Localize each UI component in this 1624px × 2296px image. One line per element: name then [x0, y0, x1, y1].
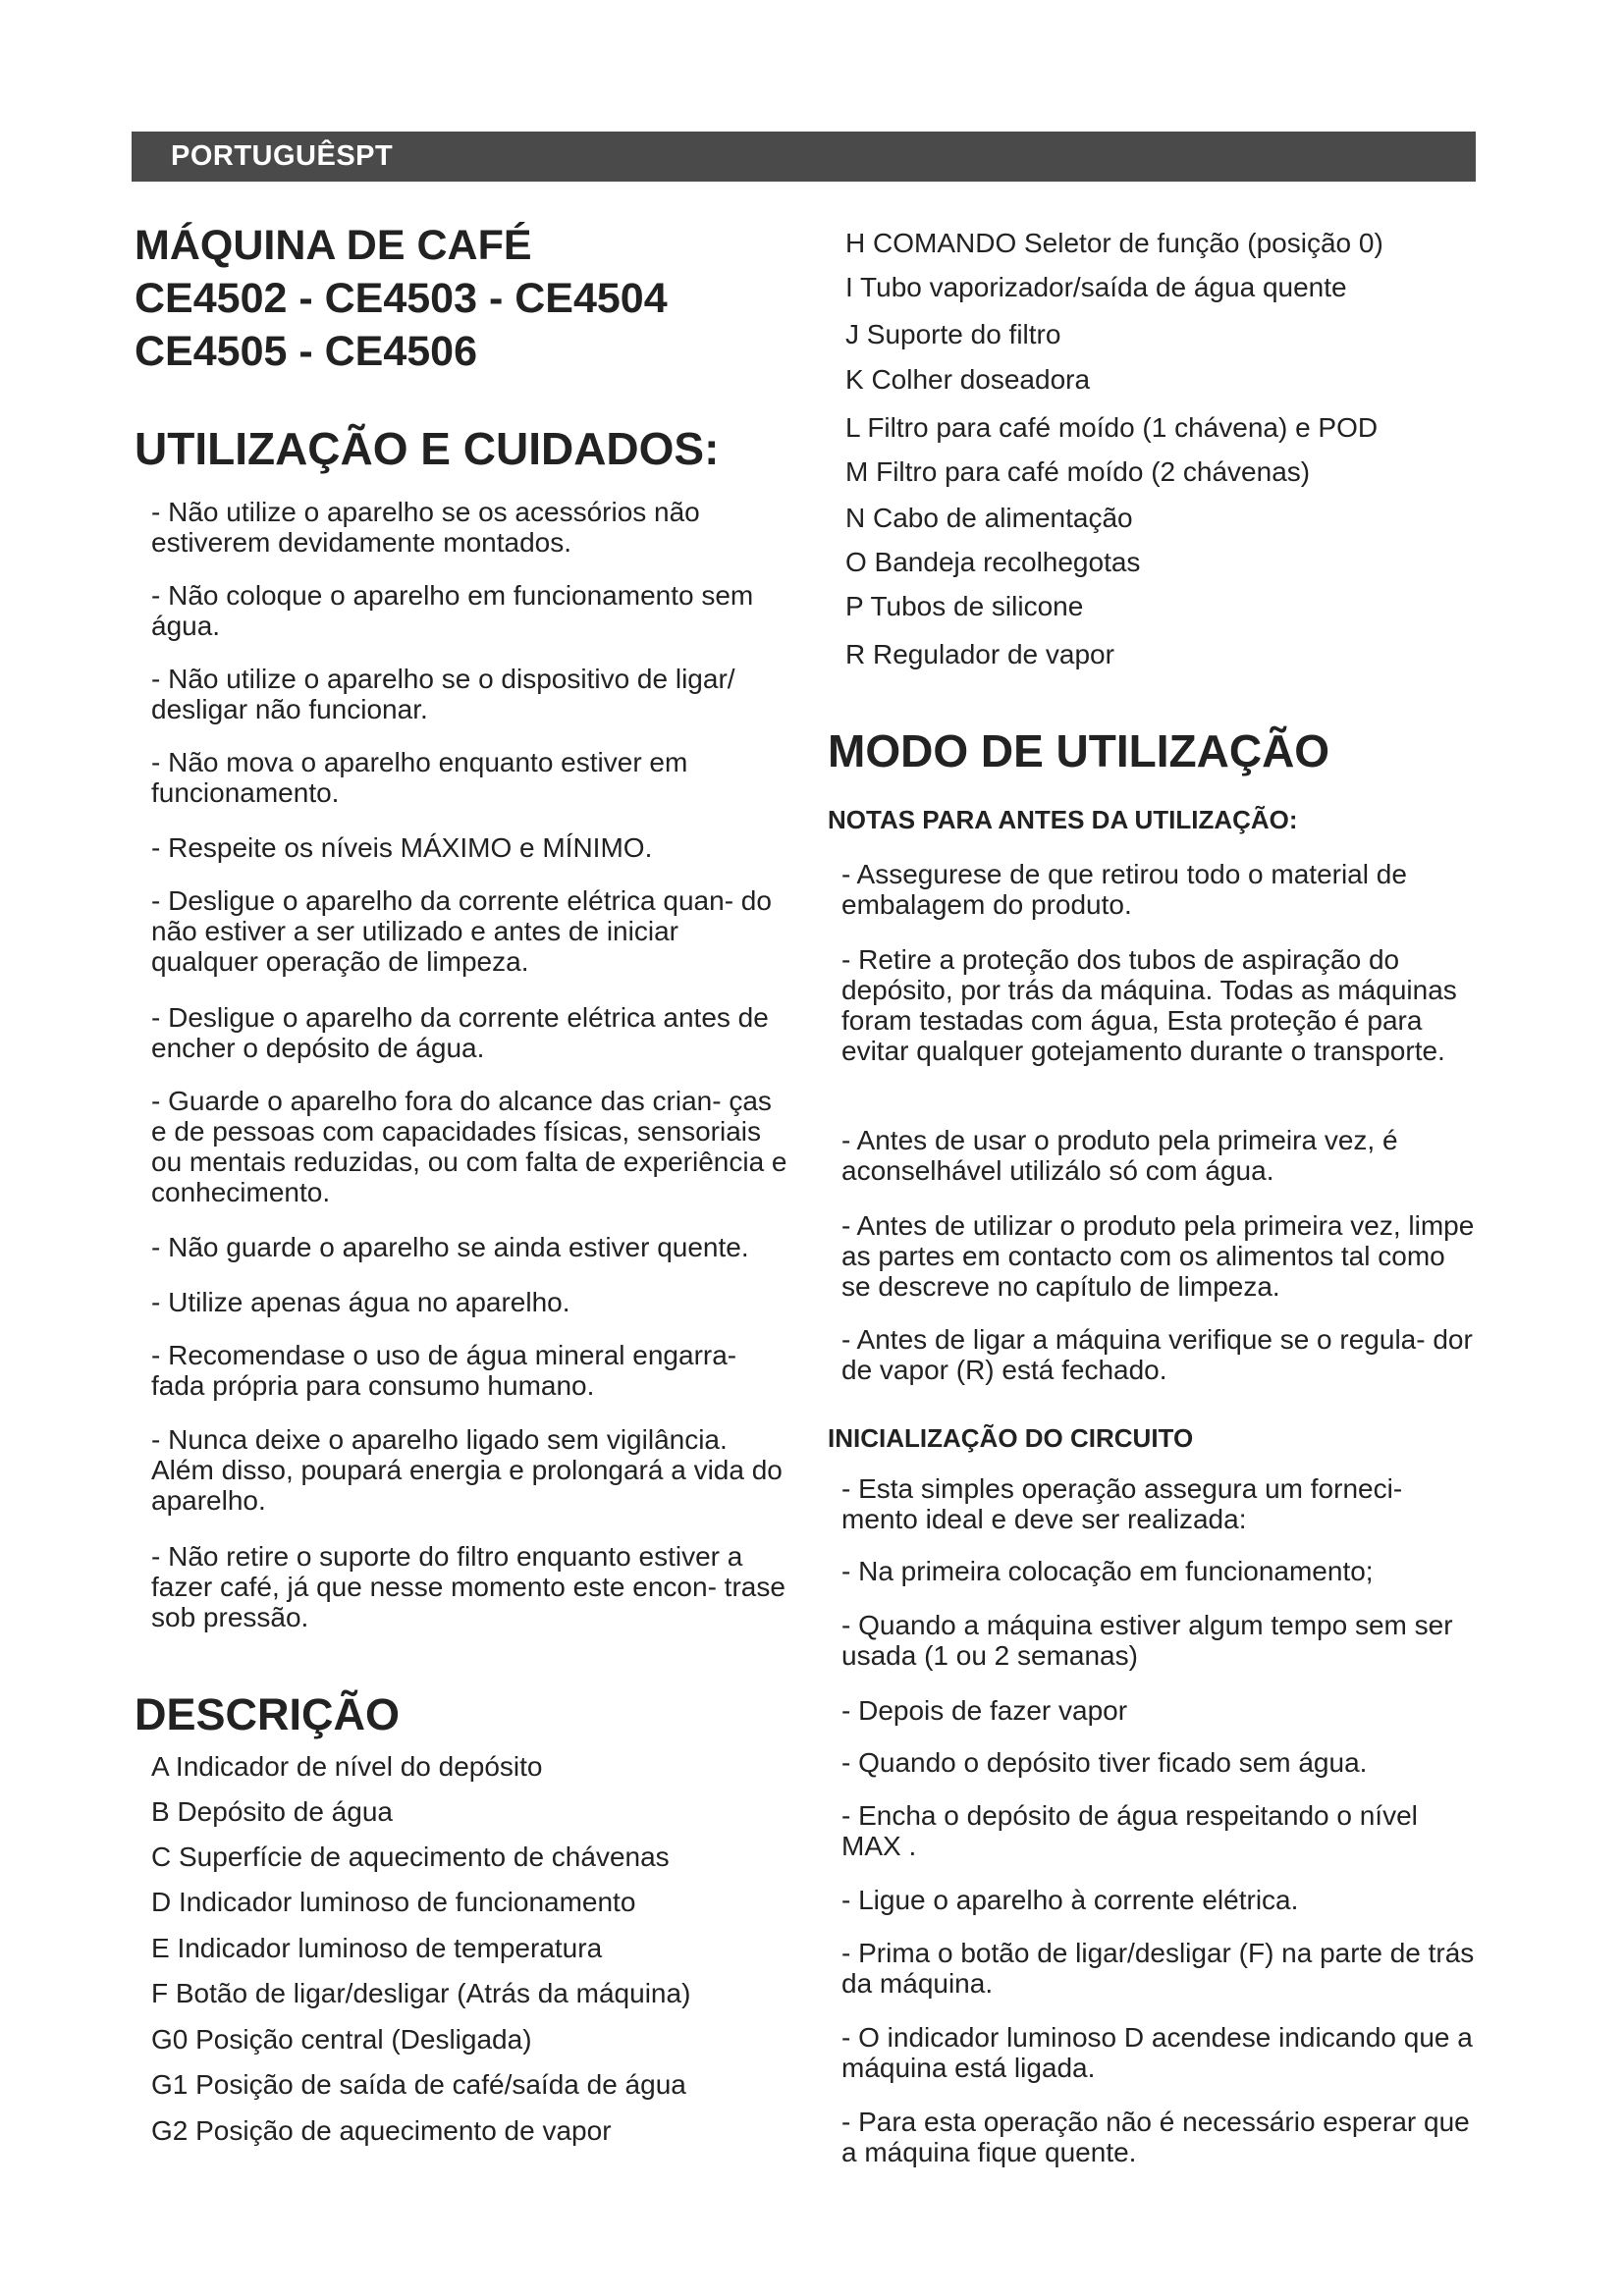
note-item: - Antes de ligar a máquina verifique se o regula- dor de vapor (R) está fechado. — [841, 1324, 1473, 1385]
description-item: F Botão de ligar/desligar (Atrás da máquina) — [151, 1978, 691, 2008]
care-item: - Recomendase o uso de água mineral engarra- fada própria para consumo humano. — [151, 1340, 737, 1401]
description-item: J Suporte do filtro — [845, 319, 1061, 349]
init-item: - Prima o botão de ligar/desligar (F) na parte de trás da máquina. — [841, 1938, 1475, 1999]
care-item: - Respeite os níveis MÁXIMO e MÍNIMO. — [151, 832, 653, 863]
init-heading: INICIALIZAÇÃO DO CIRCUITO — [828, 1423, 1194, 1453]
care-item: - Desligue o aparelho da corrente elétrica antes de encher o depósito de água. — [151, 1002, 769, 1063]
description-item: B Depósito de água — [151, 1796, 393, 1827]
description-item: M Filtro para café moído (2 chávenas) — [845, 456, 1311, 487]
care-item: - Não coloque o aparelho em funcionamento sem água. — [151, 580, 754, 641]
description-item: G0 Posição central (Desligada) — [151, 2024, 532, 2055]
product-title-line-2: CE4502 - CE4503 - CE4504 — [135, 275, 668, 322]
init-item: - O indicador luminoso D acendese indicando que a máquina está ligada. — [841, 2022, 1473, 2083]
description-item: E Indicador luminoso de temperatura — [151, 1933, 603, 1963]
language-label: PORTUGUÊSPT — [171, 140, 394, 172]
language-header-bar — [132, 132, 1476, 182]
note-item: - Retire a proteção dos tubos de aspiração do depósito, por trás da máquina. Todas as máquinas foram testadas com água, Esta proteção é para evitar qualquer gotejamento durante o transporte. — [841, 944, 1457, 1066]
description-item: D Indicador luminoso de funcionamento — [151, 1887, 636, 1917]
description-item: K Colher doseadora — [845, 364, 1091, 395]
care-item: - Utilize apenas água no aparelho. — [151, 1287, 570, 1317]
care-item: - Desligue o aparelho da corrente elétrica quan- do não estiver a ser utilizado e antes de iniciar qualquer operação de limpeza. — [151, 885, 772, 977]
description-item: P Tubos de silicone — [845, 591, 1084, 621]
description-heading: DESCRIÇÃO — [135, 1689, 401, 1739]
init-item: - Esta simples operação assegura um forneci- mento ideal e deve ser realizada: — [841, 1473, 1403, 1534]
care-item: - Não mova o aparelho enquanto estiver em funcionamento. — [151, 747, 688, 808]
care-item: - Nunca deixe o aparelho ligado sem vigilância. Além disso, poupará energia e prolongará a vida do aparelho. — [151, 1424, 783, 1516]
notes-heading: NOTAS PARA ANTES DA UTILIZAÇÃO: — [828, 805, 1298, 834]
care-item: - Não guarde o aparelho se ainda estiver quente. — [151, 1232, 749, 1262]
note-item: - Antes de utilizar o produto pela primeira vez, limpe as partes em contacto com os alimentos tal como se descreve no capítulo de limpeza. — [841, 1210, 1475, 1302]
product-title-line-1: MÁQUINA DE CAFÉ — [135, 222, 532, 269]
description-item: N Cabo de alimentação — [845, 503, 1133, 533]
description-item: I Tubo vaporizador/saída de água quente — [845, 272, 1347, 302]
care-item: - Não retire o suporte do filtro enquanto estiver a fazer café, já que nesse momento este encon- trase sob pressão. — [151, 1541, 785, 1632]
note-item: - Assegurese de que retirou todo o material de embalagem do produto. — [841, 859, 1407, 920]
init-item: - Encha o depósito de água respeitando o nível MAX . — [841, 1800, 1418, 1861]
description-item: G1 Posição de saída de café/saída de água — [151, 2069, 686, 2100]
care-item: - Guarde o aparelho fora do alcance das crian- ças e de pessoas com capacidades físicas, sensoriais ou mentais reduzidas, ou com falta de experiência e conhecimento. — [151, 1086, 787, 1207]
init-item: - Quando o depósito tiver ficado sem água. — [841, 1747, 1368, 1778]
product-title-line-3: CE4505 - CE4506 — [135, 328, 477, 375]
description-item: O Bandeja recolhegotas — [845, 547, 1141, 577]
care-item: - Não utilize o aparelho se os acessórios não estiverem devidamente montados. — [151, 497, 700, 558]
description-item: G2 Posição de aquecimento de vapor — [151, 2115, 612, 2146]
usage-heading: MODO DE UTILIZAÇÃO — [828, 725, 1330, 776]
note-item: - Antes de usar o produto pela primeira vez, é aconselhável utilizálo só com água. — [841, 1125, 1398, 1186]
care-heading: UTILIZAÇÃO E CUIDADOS: — [135, 423, 720, 474]
init-item: - Na primeira colocação em funcionamento; — [841, 1556, 1374, 1586]
description-item: H COMANDO Seletor de função (posição 0) — [845, 228, 1383, 258]
description-item: L Filtro para café moído (1 chávena) e POD — [845, 412, 1379, 443]
init-item: - Quando a máquina estiver algum tempo sem ser usada (1 ou 2 semanas) — [841, 1610, 1453, 1671]
description-item: A Indicador de nível do depósito — [151, 1751, 543, 1782]
init-item: - Ligue o aparelho à corrente elétrica. — [841, 1885, 1299, 1915]
description-item: R Regulador de vapor — [845, 639, 1114, 669]
init-item: - Para esta operação não é necessário esperar que a máquina fique quente. — [841, 2107, 1470, 2167]
description-item: C Superfície de aquecimento de chávenas — [151, 1842, 670, 1872]
init-item: - Depois de fazer vapor — [841, 1695, 1128, 1726]
care-item: - Não utilize o aparelho se o dispositivo de ligar/ desligar não funcionar. — [151, 664, 735, 724]
